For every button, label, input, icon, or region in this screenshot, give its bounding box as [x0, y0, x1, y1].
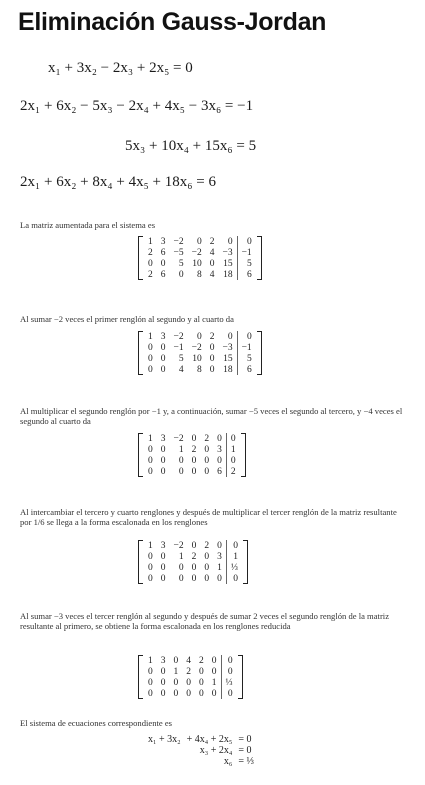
matrix-row	[144, 573, 242, 584]
matrix-cell: 0	[148, 455, 153, 466]
matrix-cell: −1	[173, 342, 184, 353]
matrix-table	[144, 433, 240, 477]
matrix-cell: ⅓	[226, 562, 242, 573]
caption-step-1: Al sumar −2 veces el primer renglón al segundo y al cuarto da	[20, 314, 234, 324]
matrix-row	[144, 269, 256, 280]
matrix-cell: 1	[226, 444, 239, 455]
matrix-cell: 5	[237, 353, 256, 364]
matrix-cell: 0	[160, 573, 166, 584]
matrix-step-1	[138, 331, 262, 375]
matrix-cell: 0	[160, 444, 166, 455]
matrix-cell: 0	[160, 364, 166, 375]
matrix-cell: 0	[217, 455, 222, 466]
matrix-cell: 0	[211, 666, 217, 677]
final-system	[145, 734, 257, 767]
matrix-cell: 0	[204, 562, 210, 573]
final-system-row	[145, 756, 257, 767]
matrix-cell: 0	[148, 444, 153, 455]
matrix-cell: 0	[227, 331, 233, 342]
matrix-cell: 0	[160, 666, 166, 677]
matrix-row	[144, 551, 242, 562]
matrix-cell: 3	[217, 551, 222, 562]
matrix-cell: 1	[211, 677, 217, 688]
equation-3: 5x₃ + 10x₄ + 15x₆ = 5	[125, 138, 257, 154]
matrix-row	[144, 540, 242, 551]
matrix-bracket-right	[257, 331, 262, 375]
matrix-cell: 0	[148, 364, 153, 375]
matrix-cell: 0	[211, 655, 217, 666]
matrix-cell: −2	[173, 331, 184, 342]
matrix-cell: −5	[173, 247, 184, 258]
matrix-bracket-right	[243, 540, 248, 584]
matrix-augmented	[138, 236, 262, 280]
matrix-cell: 6	[160, 269, 166, 280]
matrix-row	[144, 655, 237, 666]
matrix-row	[144, 666, 237, 677]
matrix-row	[144, 433, 240, 444]
caption-step-2: Al multiplicar el segundo renglón por −1 y, a continuación, sumar −5 veces el segundo al tercero, y −4 veces el segundo al cuarto da	[20, 406, 403, 426]
matrix-cell: 6	[217, 466, 222, 477]
matrix-cell: 1	[178, 551, 184, 562]
matrix-cell: 2	[148, 247, 153, 258]
final-system-cell	[145, 756, 184, 767]
matrix-cell: 0	[221, 688, 237, 699]
matrix-cell: 2	[204, 433, 210, 444]
matrix-cell: 8	[196, 269, 202, 280]
matrix-cell: −1	[237, 247, 256, 258]
matrix-bracket-right	[257, 236, 262, 280]
matrix-cell: 18	[223, 269, 233, 280]
matrix-cell: 0	[160, 353, 166, 364]
matrix-cell: 6	[237, 269, 256, 280]
matrix-cell: 8	[196, 364, 202, 375]
final-system-row	[145, 734, 257, 745]
matrix-cell: 0	[178, 455, 184, 466]
matrix-cell: 0	[237, 236, 256, 247]
matrix-row	[144, 247, 256, 258]
matrix-cell: ⅓	[221, 677, 237, 688]
caption-step-3: Al intercambiar el tercero y cuarto renglones y después de multiplicar el tercer renglón de la matriz resultante por 1/6 se llega a la forma escalonada en los renglones	[20, 507, 397, 527]
matrix-cell: 0	[204, 444, 210, 455]
matrix-cell: 1	[226, 551, 242, 562]
matrix-cell: 0	[148, 573, 153, 584]
matrix-row	[144, 236, 256, 247]
matrix-row	[144, 331, 256, 342]
matrix-bracket-right	[241, 433, 246, 477]
matrix-cell: 0	[226, 540, 242, 551]
matrix-cell: 1	[148, 236, 153, 247]
matrix-cell: 0	[148, 258, 153, 269]
matrix-cell: 0	[226, 573, 242, 584]
page-title: Eliminación Gauss-Jordan	[18, 8, 327, 36]
matrix-cell: 0	[204, 551, 210, 562]
matrix-cell: −2	[173, 540, 184, 551]
matrix-cell: 15	[223, 353, 233, 364]
matrix-cell: 0	[178, 562, 184, 573]
matrix-cell: 0	[221, 655, 237, 666]
matrix-cell: 0	[226, 433, 239, 444]
matrix-cell: 0	[148, 562, 153, 573]
matrix-cell: 5	[178, 353, 184, 364]
matrix-bracket-right	[238, 655, 243, 699]
matrix-cell: 0	[148, 466, 153, 477]
matrix-bracket-left	[138, 433, 143, 477]
matrix-cell: 2	[191, 551, 197, 562]
matrix-row	[144, 562, 242, 573]
matrix-table	[144, 655, 237, 699]
matrix-cell: 2	[204, 540, 210, 551]
matrix-row	[144, 677, 237, 688]
matrix-cell: 4	[209, 269, 215, 280]
matrix-cell: 0	[226, 455, 239, 466]
matrix-row	[144, 688, 237, 699]
matrix-row	[144, 444, 240, 455]
matrix-cell: 3	[160, 236, 166, 247]
matrix-cell: 0	[199, 688, 204, 699]
matrix-cell: 0	[209, 353, 215, 364]
matrix-cell: 3	[160, 655, 166, 666]
matrix-cell: 0	[160, 342, 166, 353]
matrix-cell: 3	[160, 540, 166, 551]
matrix-cell: 0	[173, 677, 179, 688]
matrix-table	[144, 331, 256, 375]
matrix-cell: −3	[222, 247, 233, 258]
matrix-cell: 0	[191, 540, 197, 551]
matrix-cell: −2	[191, 342, 202, 353]
matrix-cell: 0	[178, 269, 184, 280]
final-system-cell: + 4x₄ + 2x₅	[186, 734, 233, 745]
matrix-cell: 2	[226, 466, 239, 477]
matrix-cell: 5	[178, 258, 184, 269]
caption-system: El sistema de ecuaciones correspondiente es	[20, 718, 173, 728]
matrix-cell: 0	[191, 455, 197, 466]
matrix-cell: 0	[196, 331, 202, 342]
matrix-cell: 3	[160, 331, 166, 342]
matrix-cell: 15	[223, 258, 233, 269]
matrix-table	[144, 540, 242, 584]
matrix-cell: 0	[191, 573, 197, 584]
matrix-cell: 0	[227, 236, 233, 247]
matrix-cell: −2	[173, 236, 184, 247]
matrix-cell: 2	[148, 269, 153, 280]
final-system-cell	[145, 745, 184, 756]
matrix-cell: 1	[173, 666, 179, 677]
matrix-cell: 0	[186, 688, 191, 699]
matrix-cell: 0	[211, 688, 217, 699]
matrix-cell: 0	[199, 677, 204, 688]
matrix-cell: 0	[237, 331, 256, 342]
matrix-cell: 6	[160, 247, 166, 258]
matrix-bracket-left	[138, 655, 143, 699]
matrix-cell: 0	[148, 551, 153, 562]
matrix-cell: 1	[148, 331, 153, 342]
final-system-table	[145, 734, 257, 767]
matrix-cell: 1	[178, 444, 184, 455]
matrix-cell: 10	[192, 353, 202, 364]
matrix-cell: 0	[160, 688, 166, 699]
caption-augmented: La matriz aumentada para el sistema es	[20, 220, 156, 230]
matrix-cell: 1	[148, 433, 153, 444]
matrix-row	[144, 342, 256, 353]
matrix-cell: 0	[160, 455, 166, 466]
matrix-cell: 0	[148, 666, 153, 677]
matrix-cell: −2	[173, 433, 184, 444]
matrix-cell: 0	[209, 258, 215, 269]
matrix-table	[144, 236, 256, 280]
matrix-cell: 0	[160, 551, 166, 562]
matrix-cell: 0	[204, 466, 210, 477]
matrix-cell: 0	[217, 573, 222, 584]
matrix-cell: 4	[178, 364, 184, 375]
matrix-cell: 0	[160, 258, 166, 269]
matrix-cell: 1	[148, 540, 153, 551]
matrix-step-3	[138, 540, 248, 584]
matrix-row	[144, 364, 256, 375]
matrix-step-2	[138, 433, 246, 477]
final-system-row	[145, 745, 257, 756]
matrix-cell: 4	[209, 247, 215, 258]
matrix-cell: 0	[186, 677, 191, 688]
matrix-bracket-left	[138, 540, 143, 584]
matrix-cell: −1	[237, 342, 256, 353]
equation-4: 2x₁ + 6x₂ + 8x₄ + 4x₅ + 18x₆ = 6	[20, 174, 216, 190]
matrix-cell: 3	[160, 433, 166, 444]
matrix-cell: 0	[191, 562, 197, 573]
matrix-step-4	[138, 655, 243, 699]
matrix-cell: 6	[237, 364, 256, 375]
matrix-cell: 0	[204, 455, 210, 466]
matrix-cell: 0	[217, 540, 222, 551]
final-system-cell: = ⅓	[238, 756, 255, 767]
matrix-cell: 0	[221, 666, 237, 677]
matrix-cell: 0	[204, 573, 210, 584]
matrix-cell: 0	[148, 353, 153, 364]
matrix-cell: 0	[148, 688, 153, 699]
matrix-row	[144, 258, 256, 269]
matrix-cell: 0	[160, 677, 166, 688]
matrix-cell: 18	[223, 364, 233, 375]
matrix-bracket-left	[138, 236, 143, 280]
matrix-row	[144, 466, 240, 477]
matrix-cell: 10	[192, 258, 202, 269]
equation-2: 2x₁ + 6x₂ − 5x₃ − 2x₄ + 4x₅ − 3x₆ = −1	[20, 98, 254, 114]
matrix-bracket-left	[138, 331, 143, 375]
final-system-cell: x₃ + 2x₄	[199, 745, 233, 756]
matrix-cell: 0	[191, 466, 197, 477]
matrix-cell: 0	[178, 466, 184, 477]
equation-1: x₁ + 3x₂ − 2x₃ + 2x₅ = 0	[48, 60, 193, 76]
matrix-cell: 0	[199, 666, 204, 677]
matrix-cell: −2	[191, 247, 202, 258]
matrix-cell: 2	[191, 444, 197, 455]
matrix-cell: 0	[209, 364, 215, 375]
matrix-cell: 2	[199, 655, 204, 666]
matrix-cell: 2	[186, 666, 191, 677]
matrix-row	[144, 455, 240, 466]
matrix-cell: 1	[217, 562, 222, 573]
matrix-cell: 0	[173, 688, 179, 699]
matrix-row	[144, 353, 256, 364]
final-system-cell: x₆	[223, 756, 233, 767]
matrix-cell: 0	[178, 573, 184, 584]
matrix-cell: 0	[160, 466, 166, 477]
matrix-cell: 5	[237, 258, 256, 269]
matrix-cell: 3	[217, 444, 222, 455]
matrix-cell: 2	[209, 331, 215, 342]
matrix-cell: 0	[173, 655, 179, 666]
matrix-cell: 4	[186, 655, 191, 666]
matrix-cell: 0	[148, 342, 153, 353]
final-system-cell: x₁ + 3x₂	[148, 734, 181, 745]
matrix-cell: 0	[160, 562, 166, 573]
caption-step-4: Al sumar −3 veces el tercer renglón al segundo y después de sumar 2 veces el segundo renglón de la matriz resultante al primero, se obtiene la forma escalonada en los renglones reducida	[20, 611, 390, 631]
final-system-cell: = 0	[238, 734, 252, 745]
matrix-cell: 0	[196, 236, 202, 247]
matrix-cell: 0	[191, 433, 197, 444]
matrix-cell: −3	[222, 342, 233, 353]
matrix-cell: 0	[217, 433, 222, 444]
matrix-cell: 0	[209, 342, 215, 353]
matrix-cell: 2	[209, 236, 215, 247]
matrix-cell: 0	[148, 677, 153, 688]
matrix-cell: 1	[148, 655, 153, 666]
final-system-cell: = 0	[238, 745, 252, 756]
